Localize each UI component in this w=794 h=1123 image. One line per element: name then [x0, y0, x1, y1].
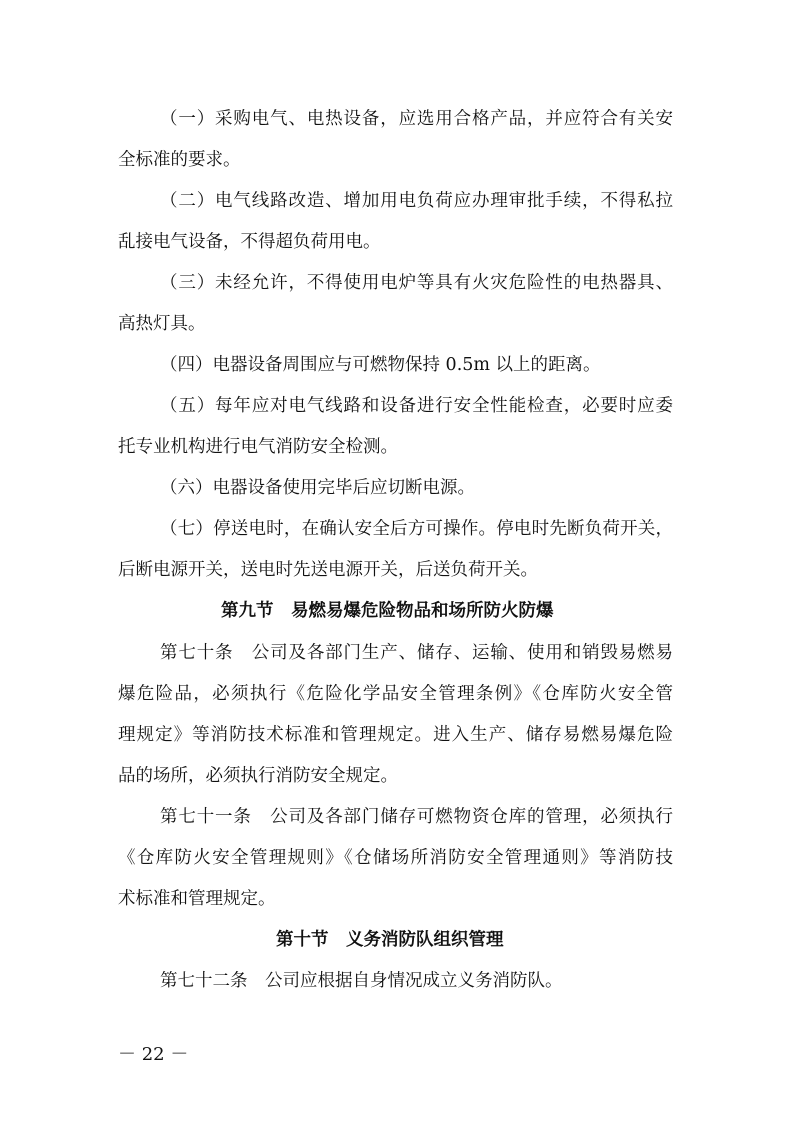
paragraph-line: （一）采购电气、电热设备，应选用合格产品，并应符合有关安	[160, 109, 673, 129]
paragraph-line: 后断电源开关，送电时先送电源开关，后送负荷开关。	[118, 560, 538, 580]
paragraph-line: （二）电气线路改造、增加用电负荷应办理审批手续，不得私拉	[160, 191, 673, 211]
paragraph-line: 《仓库防火安全管理规则》《仓储场所消防安全管理通则》等消防技	[118, 848, 673, 868]
page-number: － 22 －	[118, 1044, 189, 1065]
paragraph-line: 理规定》等消防技术标准和管理规定。进入生产、储存易燃易爆危险	[118, 725, 673, 745]
paragraph-line: 乱接电气设备，不得超负荷用电。	[118, 232, 381, 252]
section-heading: 第十节 义务消防队组织管理	[276, 930, 504, 950]
paragraph-line: 第七十二条 公司应根据自身情况成立义务消防队。	[160, 971, 563, 991]
paragraph-line: （七）停送电时，在确认安全后方可操作。停电时先断负荷开关，	[160, 519, 673, 539]
paragraph-line: 爆危险品，必须执行《危险化学品安全管理条例》《仓库防火安全管	[118, 684, 673, 704]
paragraph-line: 托专业机构进行电气消防安全检测。	[118, 437, 398, 457]
paragraph-line: （六）电器设备使用完毕后应切断电源。	[160, 478, 475, 498]
section-heading: 第九节 易燃易爆危险物品和场所防火防爆	[221, 601, 554, 621]
paragraph-line: 第七十一条 公司及各部门储存可燃物资仓库的管理，必须执行	[160, 807, 673, 827]
paragraph-line: 术标准和管理规定。	[118, 889, 276, 909]
paragraph-line: （三）未经允许，不得使用电炉等具有火灾危险性的电热器具、	[160, 273, 673, 293]
paragraph-line: （五）每年应对电气线路和设备进行安全性能检查，必要时应委	[160, 396, 673, 416]
paragraph-line: 第七十条 公司及各部门生产、储存、运输、使用和销毁易燃易	[160, 643, 673, 663]
paragraph-line: 品的场所，必须执行消防安全规定。	[118, 766, 398, 786]
paragraph-line: 高热灯具。	[118, 314, 206, 334]
paragraph-line: 全标准的要求。	[118, 150, 241, 170]
paragraph-line: （四）电器设备周围应与可燃物保持 0.5m 以上的距离。	[160, 355, 601, 375]
